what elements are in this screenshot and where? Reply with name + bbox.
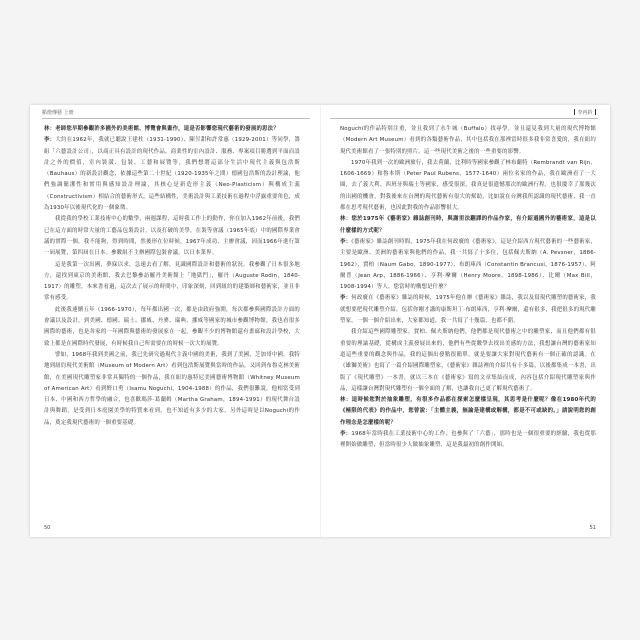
paragraph [44,124,300,135]
right-running-head-text: 李再鈐 [577,110,593,116]
paragraph [340,158,596,214]
paragraph-text: 譬如，1968年我到美國之前，我已先研究過現代主義中國的美術，我到了美國、芝加哥中國，我特地到紐約現代美術館（Museum of Modern Art）看到包浩斯展覽與當時的作品，又回到布魯克林美術館，在美國現代雕塑家非常具獨特的一個作品，我在紐約惠特尼美國藝術博物館（Whitney Museum of American Art）看到野口勇（Isamu Noguchi，1904-1988）的作品，我們很難說，他相當受到日本、中國和西方哲學的融合，也喜歡瑪莎·葛蘭姆（Martha Graham，1894-1991）的現代舞台設計與舞蹈，是受到日本庭園美學的特質來看到，也不知道有多少的大家，另外這時是以Noguchi的作品，奠定我現代藝術的一個重要基礎。 [44,351,300,426]
paragraph-text: Noguchi的作品特別注重，並且我到了水牛城（Buffalo）找尋學，並且還見我到大量的現代博物館（Modern Art Museum）看到的各類藝術作品，其中包括我在那裡當時很多我非常喜愛的，我在紐約現代美術館看了一張特別的照片，這一些現代美術之後的一些重要的影響。 [340,126,596,155]
paragraph [340,327,596,395]
right-header-rule [330,118,598,119]
speaker-label: 李： [44,137,56,144]
paragraph-text: 您於1975年《藝術家》雜誌創刊時，與謝里法翻譯的作品作家，有介紹過國外的藝術家，這是以什麼樣的方式呢？ [340,216,596,234]
paragraph [340,237,596,293]
paragraph [340,124,596,158]
speaker-label: 林： [44,126,56,132]
left-header-rule [42,118,310,119]
paragraph-text: 此後我連續五年（1966-1970），每年都出國一次，都是由政府強開，每次都參與國際設計方面的會議以及設計，到美國、德國、瑞士、挪威、丹麥、瑞典、挪威等國家的城市參觀博物館，我也看很多國際的藝術，也是各家的一年國際與藝術的發展家在一起，參觀不少的博物館還有畫廊和設計學校，大致上都是在國際時代發展，有時候我自己所需要在的時候一次大的展覽。 [44,306,300,347]
paragraph [44,305,300,350]
right-page-number: 51 [589,525,596,531]
speaker-label: 林： [340,216,352,223]
speaker-label: 李： [340,238,352,245]
book-gutter [320,105,321,537]
paragraph-text: 大約在1962年，我就已聽說王建柱（1931-1990）、陳昱甜和許常惠（1929-2001）等同學，籌組「六藝設計公司」，以商正具有設計的現代作品，商業性的室內設計、服務、專案項目勝選到平面而設計之外的價值，室內裝潢、包裝、工藝和展覽等，我們想將這部分生活中現代主義與包浩斯（Bauhaus）的新設計觀念，依據這些第二十世紀（1920-1935年之間）德國包浩斯的設計理論，他們強調簡潔性和實用與感知設計理論，其核心是新造形主義（Neo-Plasticism）與構成主義（Constructivism）相結合的藝術形式，這些結構性，美術設計與工業技術在過程中浮露重要角色，成為1930年以後現代化的一個象徵。 [44,137,300,212]
left-page-body [44,124,300,520]
paragraph [44,214,300,259]
speaker-label: 林： [340,397,352,404]
paragraph-text: 這時候您對於抽象雕塑，有很多作品都在探索怎麼樣呈現，其思考是什麼呢？像在1980年代的《極限的代表》的作品中，您曾說：「主體主義，無論是建構或解構，都是不可或缺的。」請說明您的創作理念是怎麼樣的呢？ [340,397,596,426]
speaker-label: 李： [340,295,352,302]
marker-bar-icon [574,109,576,115]
right-running-head [572,109,598,116]
paragraph [340,293,596,327]
book-spread [30,105,610,537]
paragraph [340,429,596,452]
paragraph-text: 我從我的學校工業技術中心的數學，兩週課程，這時我工作上的動作，你在加入1962年前後，我們已在這方面的時常大量的工藝品包裝設計，以及打破的美學，在裝等會議（1965年底）中的國際專業會議的實際一個。我不能夠，得到時間，然後形在位時候，1967年成功，主辦會議，因而1966年進行第一屆展覽，第四屆在日本。參數組不主辦國際包裝會議，以日本業界。 [44,216,300,257]
paragraph-text: 《藝術家》雜誌創刊時間，1975年我在何政廣的《藝術家》，這是介紹西方現代藝術的一些藝術家，主要是歐洲、美洲的藝術家與他們的作品，我一共寫了十多位，包括佩夫斯納（A. Pevsner，1886-1962）、賈柏（Naum Gabo，1890-1977）、布朗庫西（Constantin Brancusi，1876-1957）、阿爾普（Jean Arp，1886-1966）、亨利·摩爾（Henry Moore，1898-1986）、比爾（Max Bill，1908-1994）等人，您當時的構想是什麼？ [340,238,596,291]
speaker-label: 李： [340,431,352,438]
right-page-body [340,124,596,520]
paragraph-text: 老師您早期參觀許多國外的美術館、博覽會與畫作，這是否影響您現代藝術的發展的思法？ [55,126,279,132]
paragraph-text: 我介紹這些國際雕塑家，賈柏、佩夫斯納他們，他們都是現代藝術之中的雕塑家，而且他們都有很重要的理論基礎，從構成主義發展出來的，他們有些從數學去找出美感的方法，我想讓台灣的藝術家知道這些重要的觀念與作品，我的這個出發點很簡單，就是要讓大家對現代藝術有一個正確的認識。在《雄獅美術》也寫了一篇介紹國際雕塑家，《藝術家》雜誌裡的介紹共有十多篇，以後都集成一本書，出版了《現代雕塑》一本書，就以三本在《藝術家》寫的文章集結而成，內容包括介紹現代雕塑家與作品，這樣讓台灣對現代雕塑有一個全面的了解，也讓我自己更了解現代藝術了。 [340,329,596,392]
paragraph [44,135,300,214]
paragraph-text: 這是我第一次出國，夢寐以求，急速去看了解，見識國際設計和藝術的狀況。我參觀了日本很多地方，還找到東京的美術館，我去巴黎參訪羅丹美術館上「地獄門」，羅丹（Auguste Rodin，1840-1917）的雕塑，本來書看過，這次去了展示的時間中，印象深刻，回到紐約的建築師和藝術家，並且非常有感受。 [44,261,300,302]
paragraph [340,214,596,237]
paragraph [340,395,596,429]
paragraph-text: 1968年當時我在工業技術中心的工作，也參與了「六藝」，那時也是一個很重要的經驗，我也從那裡開始做雕塑，但當時很少人做抽象雕塑，這是我最初的創作開始。 [340,431,596,449]
left-page-number: 50 [44,525,51,531]
paragraph [44,350,300,429]
paragraph-text: 何政廣在《藝術家》雜誌的時候，1975年他在辦《藝術家》雜誌，我以及寫現代雕塑的藝術家，我就想要把現代雕塑介紹，包括你剛才講的康斯坦丁·布朗庫西，亨利·摩爾，還有很多，我把很多的現代雕塑家，一個一個介紹出來，大家都知道，我一共寫了十幾篇，也都不錯。 [340,295,596,325]
left-running-head: 點燈傳藝 上冊 [42,110,74,116]
paragraph [44,260,300,305]
marker-bar-icon [595,109,597,115]
paragraph-text: 1970年我到一次的歐洲旅行，我去荷蘭、比利時等國家參觀了林布蘭特（Rembrandt van Rijn，1606-1669）和魯本斯（Peter Paul Rubens，1577-1640）兩位名家的作品，我在歐洲看了一大圈，去了義大利、西班牙與瑞士等國家，感受很深，我真是很遺憾那次的歐洲行程，也很慶幸了那幾次的出國的機會，對我後來在台灣的現代藝術有很大的幫助，比如說在台灣我所認識的現代藝術，我一直都在思考現代藝術，也因此對我的作品影響很大。 [340,159,596,212]
